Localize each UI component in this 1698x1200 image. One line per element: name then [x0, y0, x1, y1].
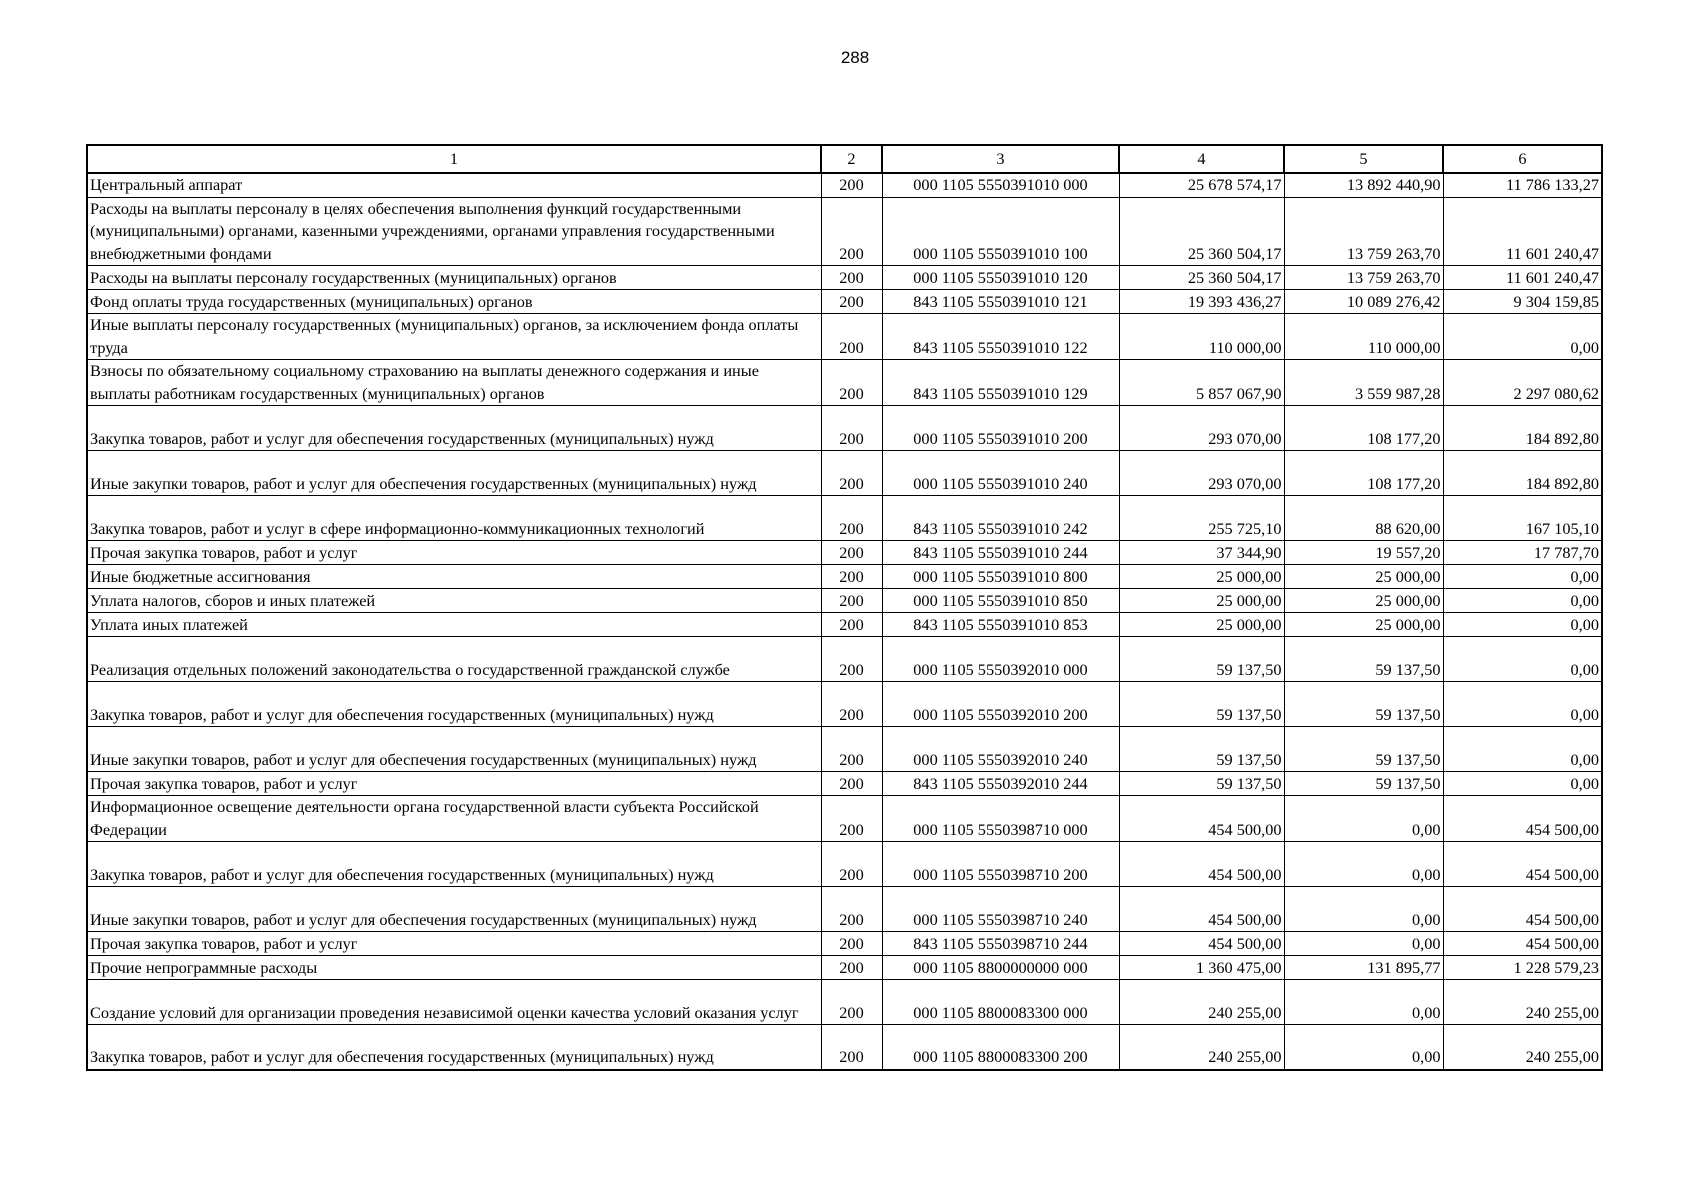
row-value-col5: 19 557,20: [1284, 541, 1443, 565]
row-code: 200: [821, 406, 882, 451]
column-header: 2: [821, 145, 882, 173]
row-value-col4: 25 360 504,17: [1119, 266, 1284, 290]
row-name: Прочие непрограммные расходы: [87, 956, 821, 980]
column-header: 3: [882, 145, 1119, 173]
row-value-col4: 59 137,50: [1119, 772, 1284, 796]
row-kbk-code: 000 1105 5550392010 240: [882, 727, 1119, 772]
row-value-col5: 25 000,00: [1284, 613, 1443, 637]
row-code: 200: [821, 197, 882, 266]
row-value-col4: 293 070,00: [1119, 451, 1284, 496]
row-kbk-code: 000 1105 5550398710 240: [882, 887, 1119, 932]
row-value-col5: 25 000,00: [1284, 589, 1443, 613]
row-value-col6: 0,00: [1443, 314, 1602, 360]
row-value-col5: 59 137,50: [1284, 682, 1443, 727]
row-value-col4: 454 500,00: [1119, 842, 1284, 887]
row-name: Расходы на выплаты персоналу государственных (муниципальных) органов: [87, 266, 821, 290]
row-value-col6: 240 255,00: [1443, 980, 1602, 1025]
row-value-col4: 25 000,00: [1119, 565, 1284, 589]
row-value-col6: 0,00: [1443, 727, 1602, 772]
row-kbk-code: 000 1105 8800083300 200: [882, 1025, 1119, 1070]
row-value-col4: 25 000,00: [1119, 589, 1284, 613]
table-row: [87, 360, 1602, 406]
row-name: Расходы на выплаты персоналу в целях обеспечения выполнения функций государственными (муниципальными) органами, казенными учреждениями, органами управления государственными внебюджетными фондами: [87, 197, 821, 266]
row-kbk-code: 843 1105 5550391010 244: [882, 541, 1119, 565]
row-kbk-code: 000 1105 8800000000 000: [882, 956, 1119, 980]
row-name: Уплата иных платежей: [87, 613, 821, 637]
row-name: Закупка товаров, работ и услуг для обеспечения государственных (муниципальных) нужд: [87, 1025, 821, 1070]
row-code: 200: [821, 637, 882, 682]
row-value-col5: 88 620,00: [1284, 496, 1443, 541]
row-code: 200: [821, 173, 882, 197]
row-code: 200: [821, 496, 882, 541]
row-value-col5: 0,00: [1284, 842, 1443, 887]
table-row: [87, 637, 1602, 682]
row-code: 200: [821, 266, 882, 290]
row-code: 200: [821, 613, 882, 637]
row-kbk-code: 000 1105 5550398710 000: [882, 796, 1119, 842]
row-name: Иные бюджетные ассигнования: [87, 565, 821, 589]
table-row: [87, 887, 1602, 932]
row-value-col4: 1 360 475,00: [1119, 956, 1284, 980]
column-header: 6: [1443, 145, 1602, 173]
row-kbk-code: 000 1105 5550391010 240: [882, 451, 1119, 496]
row-name: Фонд оплаты труда государственных (муниципальных) органов: [87, 290, 821, 314]
row-kbk-code: 000 1105 5550398710 200: [882, 842, 1119, 887]
row-value-col5: 13 892 440,90: [1284, 173, 1443, 197]
row-value-col5: 108 177,20: [1284, 451, 1443, 496]
row-name: Иные закупки товаров, работ и услуг для обеспечения государственных (муниципальных) нужд: [87, 451, 821, 496]
table-row: [87, 956, 1602, 980]
row-value-col6: 167 105,10: [1443, 496, 1602, 541]
table-row: [87, 772, 1602, 796]
row-value-col6: 11 601 240,47: [1443, 266, 1602, 290]
row-name: Закупка товаров, работ и услуг для обеспечения государственных (муниципальных) нужд: [87, 842, 821, 887]
row-name: Уплата налогов, сборов и иных платежей: [87, 589, 821, 613]
row-value-col4: 25 360 504,17: [1119, 197, 1284, 266]
row-code: 200: [821, 290, 882, 314]
row-value-col5: 0,00: [1284, 796, 1443, 842]
row-value-col4: 454 500,00: [1119, 932, 1284, 956]
table-row: [87, 451, 1602, 496]
row-value-col6: 454 500,00: [1443, 887, 1602, 932]
row-value-col6: 0,00: [1443, 772, 1602, 796]
row-code: 200: [821, 541, 882, 565]
row-name: Создание условий для организации проведения независимой оценки качества условий оказания услуг: [87, 980, 821, 1025]
row-name: Иные закупки товаров, работ и услуг для обеспечения государственных (муниципальных) нужд: [87, 887, 821, 932]
row-kbk-code: 843 1105 5550391010 242: [882, 496, 1119, 541]
row-kbk-code: 000 1105 5550391010 200: [882, 406, 1119, 451]
row-value-col4: 240 255,00: [1119, 1025, 1284, 1070]
table-row: [87, 842, 1602, 887]
table-row: [87, 197, 1602, 266]
row-value-col5: 59 137,50: [1284, 727, 1443, 772]
row-name: Иные закупки товаров, работ и услуг для обеспечения государственных (муниципальных) нужд: [87, 727, 821, 772]
row-value-col5: 110 000,00: [1284, 314, 1443, 360]
row-value-col4: 240 255,00: [1119, 980, 1284, 1025]
page-number: 288: [840, 48, 870, 67]
row-kbk-code: 000 1105 5550391010 850: [882, 589, 1119, 613]
row-kbk-code: 000 1105 5550392010 200: [882, 682, 1119, 727]
row-value-col4: 110 000,00: [1119, 314, 1284, 360]
row-value-col5: 3 559 987,28: [1284, 360, 1443, 406]
row-value-col5: 25 000,00: [1284, 565, 1443, 589]
row-code: 200: [821, 772, 882, 796]
table-row: [87, 496, 1602, 541]
column-header: 4: [1119, 145, 1284, 173]
row-kbk-code: 843 1105 5550392010 244: [882, 772, 1119, 796]
row-value-col5: 108 177,20: [1284, 406, 1443, 451]
table-row: [87, 565, 1602, 589]
row-name: Центральный аппарат: [87, 173, 821, 197]
row-value-col5: 59 137,50: [1284, 637, 1443, 682]
table-row: [87, 406, 1602, 451]
row-value-col4: 293 070,00: [1119, 406, 1284, 451]
row-name: Прочая закупка товаров, работ и услуг: [87, 541, 821, 565]
row-value-col5: 131 895,77: [1284, 956, 1443, 980]
row-kbk-code: 000 1105 8800083300 000: [882, 980, 1119, 1025]
row-code: 200: [821, 796, 882, 842]
row-value-col6: 11 786 133,27: [1443, 173, 1602, 197]
row-value-col6: 9 304 159,85: [1443, 290, 1602, 314]
table-row: [87, 589, 1602, 613]
row-value-col6: 0,00: [1443, 613, 1602, 637]
row-value-col6: 0,00: [1443, 682, 1602, 727]
table-row: [87, 1025, 1602, 1070]
table-row: [87, 682, 1602, 727]
row-value-col6: 11 601 240,47: [1443, 197, 1602, 266]
row-value-col5: 0,00: [1284, 887, 1443, 932]
table-row: [87, 290, 1602, 314]
row-value-col5: 13 759 263,70: [1284, 197, 1443, 266]
row-code: 200: [821, 727, 882, 772]
row-code: 200: [821, 565, 882, 589]
table-header-row: [87, 145, 1602, 173]
row-value-col5: 0,00: [1284, 1025, 1443, 1070]
row-code: 200: [821, 956, 882, 980]
row-name: Закупка товаров, работ и услуг для обеспечения государственных (муниципальных) нужд: [87, 682, 821, 727]
row-kbk-code: 000 1105 5550391010 100: [882, 197, 1119, 266]
row-value-col6: 454 500,00: [1443, 932, 1602, 956]
row-name: Реализация отдельных положений законодательства о государственной гражданской службе: [87, 637, 821, 682]
row-value-col5: 10 089 276,42: [1284, 290, 1443, 314]
row-kbk-code: 000 1105 5550391010 800: [882, 565, 1119, 589]
row-code: 200: [821, 932, 882, 956]
row-value-col6: 0,00: [1443, 589, 1602, 613]
column-header: 5: [1284, 145, 1443, 173]
row-code: 200: [821, 589, 882, 613]
row-kbk-code: 843 1105 5550391010 122: [882, 314, 1119, 360]
row-value-col5: 0,00: [1284, 932, 1443, 956]
row-name: Информационное освещение деятельности органа государственной власти субъекта Российской Федерации: [87, 796, 821, 842]
row-value-col4: 454 500,00: [1119, 796, 1284, 842]
row-kbk-code: 000 1105 5550391010 120: [882, 266, 1119, 290]
table-row: [87, 727, 1602, 772]
row-value-col5: 13 759 263,70: [1284, 266, 1443, 290]
row-value-col4: 25 678 574,17: [1119, 173, 1284, 197]
row-value-col6: 240 255,00: [1443, 1025, 1602, 1070]
row-kbk-code: 843 1105 5550391010 853: [882, 613, 1119, 637]
row-value-col4: 59 137,50: [1119, 682, 1284, 727]
row-value-col4: 255 725,10: [1119, 496, 1284, 541]
row-value-col6: 454 500,00: [1443, 842, 1602, 887]
table-row: [87, 314, 1602, 360]
row-value-col6: 0,00: [1443, 637, 1602, 682]
row-value-col6: 184 892,80: [1443, 451, 1602, 496]
row-code: 200: [821, 360, 882, 406]
row-value-col6: 17 787,70: [1443, 541, 1602, 565]
row-code: 200: [821, 682, 882, 727]
row-code: 200: [821, 1025, 882, 1070]
row-value-col4: 25 000,00: [1119, 613, 1284, 637]
row-kbk-code: 000 1105 5550392010 000: [882, 637, 1119, 682]
row-code: 200: [821, 887, 882, 932]
row-value-col6: 2 297 080,62: [1443, 360, 1602, 406]
row-value-col6: 0,00: [1443, 565, 1602, 589]
row-code: 200: [821, 451, 882, 496]
budget-table: [86, 144, 1603, 1071]
row-value-col4: 5 857 067,90: [1119, 360, 1284, 406]
row-name: Прочая закупка товаров, работ и услуг: [87, 772, 821, 796]
row-kbk-code: 000 1105 5550391010 000: [882, 173, 1119, 197]
row-name: Иные выплаты персоналу государственных (муниципальных) органов, за исключением фонда оплаты труда: [87, 314, 821, 360]
table-body: [87, 173, 1602, 1070]
row-kbk-code: 843 1105 5550398710 244: [882, 932, 1119, 956]
row-value-col4: 19 393 436,27: [1119, 290, 1284, 314]
row-value-col5: 0,00: [1284, 980, 1443, 1025]
table-row: [87, 266, 1602, 290]
row-value-col4: 454 500,00: [1119, 887, 1284, 932]
row-code: 200: [821, 314, 882, 360]
table-row: [87, 932, 1602, 956]
row-code: 200: [821, 980, 882, 1025]
table-row: [87, 613, 1602, 637]
row-value-col4: 59 137,50: [1119, 727, 1284, 772]
row-value-col4: 37 344,90: [1119, 541, 1284, 565]
row-kbk-code: 843 1105 5550391010 129: [882, 360, 1119, 406]
row-kbk-code: 843 1105 5550391010 121: [882, 290, 1119, 314]
row-name: Прочая закупка товаров, работ и услуг: [87, 932, 821, 956]
table-row: [87, 541, 1602, 565]
row-value-col6: 454 500,00: [1443, 796, 1602, 842]
row-name: Закупка товаров, работ и услуг в сфере информационно-коммуникационных технологий: [87, 496, 821, 541]
table-row: [87, 980, 1602, 1025]
row-code: 200: [821, 842, 882, 887]
column-header: 1: [87, 145, 821, 173]
row-value-col6: 1 228 579,23: [1443, 956, 1602, 980]
table-row: [87, 796, 1602, 842]
row-value-col4: 59 137,50: [1119, 637, 1284, 682]
row-value-col5: 59 137,50: [1284, 772, 1443, 796]
row-name: Закупка товаров, работ и услуг для обеспечения государственных (муниципальных) нужд: [87, 406, 821, 451]
row-name: Взносы по обязательному социальному страхованию на выплаты денежного содержания и иные выплаты работникам государственных (муниципальных) органов: [87, 360, 821, 406]
table-row: [87, 173, 1602, 197]
row-value-col6: 184 892,80: [1443, 406, 1602, 451]
